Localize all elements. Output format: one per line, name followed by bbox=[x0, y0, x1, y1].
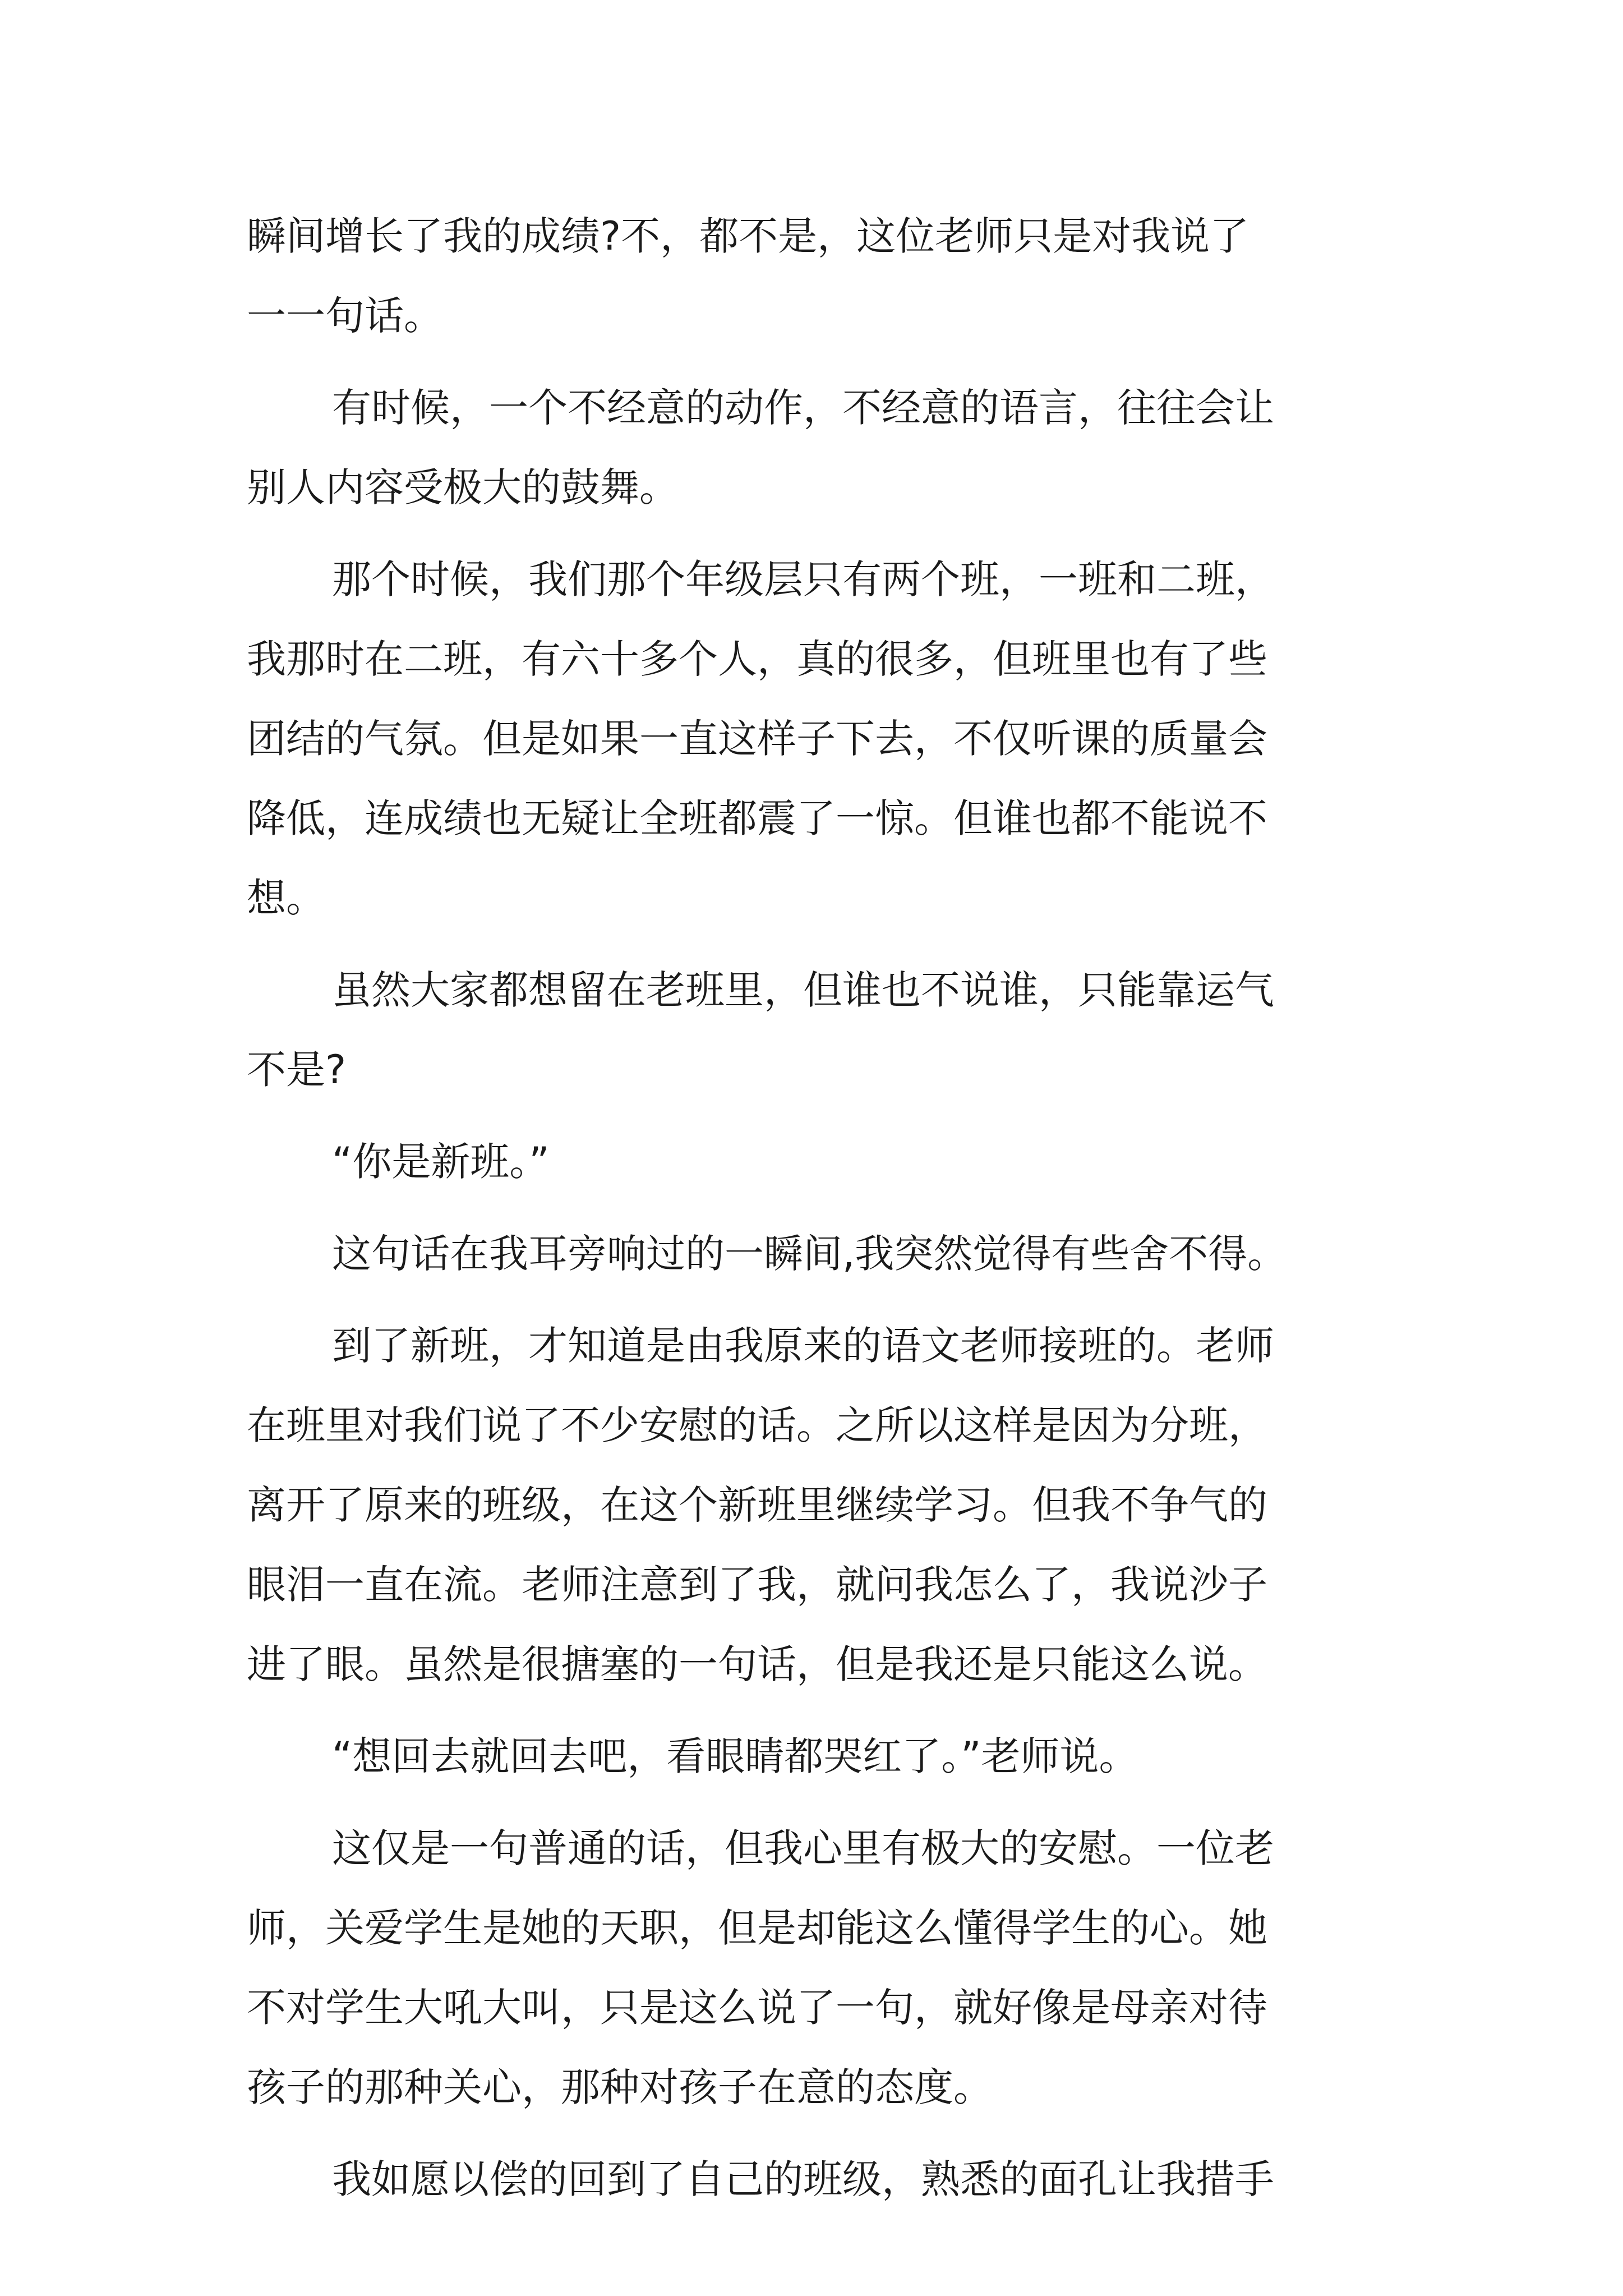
text-line: 虽然大家都想留在老班里，但谁也不说谁，只能靠运气 bbox=[332, 967, 1274, 1013]
document-body bbox=[247, 196, 1391, 2219]
text-line: 师，关爱学生是她的天职，但是却能这么懂得学生的心。她 bbox=[247, 1905, 1267, 1951]
text-line: 我那时在二班，有六十多个人，真的很多，但班里也有了些 bbox=[247, 636, 1267, 682]
text-line: 这句话在我耳旁响过的一瞬间,我突然觉得有些舍不得。 bbox=[332, 1231, 1287, 1277]
text-line: 孩子的那种关心，那种对孩子在意的态度。 bbox=[247, 2064, 993, 2110]
paragraph bbox=[247, 1809, 1391, 2127]
paragraph bbox=[247, 196, 1391, 356]
paragraph bbox=[247, 1306, 1391, 1704]
paragraph bbox=[247, 1717, 1391, 1796]
paragraph bbox=[247, 368, 1391, 527]
paragraph bbox=[247, 540, 1391, 938]
text-line: 在班里对我们说了不少安慰的话。之所以这样是因为分班， bbox=[247, 1402, 1267, 1448]
text-line: 这仅是一句普通的话，但我心里有极大的安慰。一位老 bbox=[332, 1825, 1274, 1871]
paragraph bbox=[247, 950, 1391, 1110]
text-line: 瞬间增长了我的成绩?不，都不是，这位老师只是对我说了 bbox=[247, 213, 1249, 259]
text-line: 进了眼。虽然是很搪塞的一句话，但是我还是只能这么说。 bbox=[247, 1641, 1267, 1687]
text-line: 离开了原来的班级，在这个新班里继续学习。但我不争气的 bbox=[247, 1482, 1267, 1528]
paragraph bbox=[247, 1214, 1391, 1294]
text-line: “想回去就回去吧，看眼睛都哭红了。”老师说。 bbox=[332, 1733, 1138, 1779]
text-line: 不是? bbox=[247, 1047, 347, 1093]
text-line: 别人内容受极大的鼓舞。 bbox=[247, 464, 679, 510]
text-line: 眼泪一直在流。老师注意到了我，就问我怎么了，我说沙子 bbox=[247, 1562, 1267, 1608]
text-line: 降低，连成绩也无疑让全班都震了一惊。但谁也都不能说不 bbox=[247, 795, 1267, 841]
text-line: 不对学生大吼大叫，只是这么说了一句，就好像是母亲对待 bbox=[247, 1985, 1267, 2031]
paragraph bbox=[247, 1122, 1391, 1202]
text-line: 我如愿以偿的回到了自己的班级，熟悉的面孔让我措手 bbox=[332, 2156, 1274, 2202]
paragraph bbox=[247, 2139, 1391, 2219]
text-line: “你是新班。” bbox=[332, 1139, 550, 1185]
text-line: 那个时候，我们那个年级层只有两个班，一班和二班， bbox=[332, 556, 1274, 602]
text-line: 想。 bbox=[247, 875, 325, 921]
text-line: 团结的气氛。但是如果一直这样子下去，不仅听课的质量会 bbox=[247, 716, 1267, 762]
text-line: 到了新班，才知道是由我原来的语文老师接班的。老师 bbox=[332, 1323, 1274, 1369]
text-line: 有时候，一个不经意的动作，不经意的语言，往往会让 bbox=[332, 385, 1274, 431]
text-line: 一一句话。 bbox=[247, 293, 443, 339]
